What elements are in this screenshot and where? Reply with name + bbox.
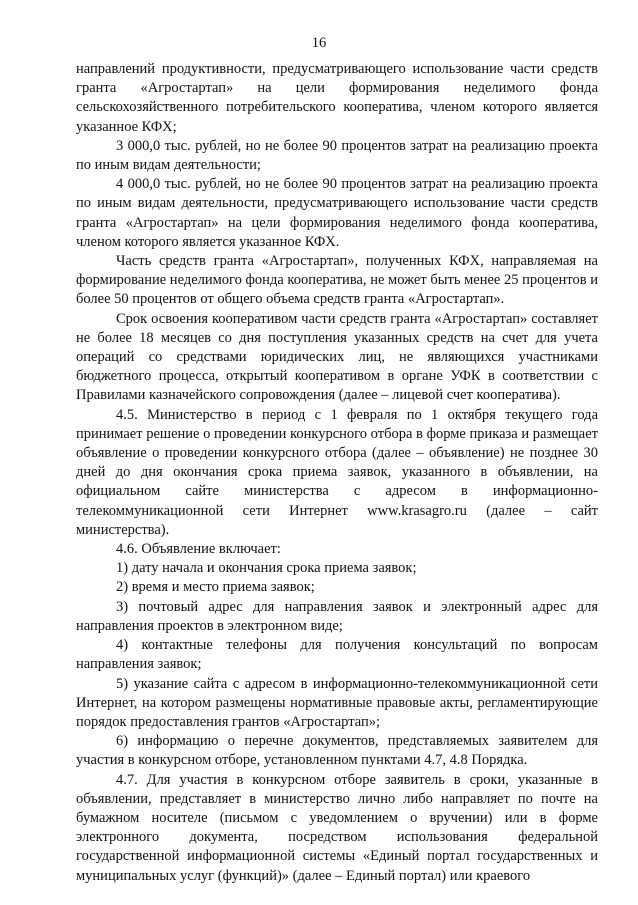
paragraph-amount-4000: 4 000,0 тыс. рублей, но не более 90 процентов затрат на реализацию проекта по иным видам деятельности, предусматривающего использование части средств гранта «Агростартап» на цели формирования неделимого фонда кооператива, членом которого является указанное КФХ. <box>76 176 598 250</box>
paragraph-amount-3000: 3 000,0 тыс. рублей, но не более 90 процентов затрат на реализацию проекта по иным видам деятельности; <box>76 137 598 174</box>
document-body <box>76 60 598 886</box>
list-item-2: 2) время и место приема заявок; <box>116 579 315 596</box>
paragraph-spending-term: Срок освоения кооперативом части средств гранта «Агростартап» составляет не более 18 месяцев со дня поступления указанных средств на счет для учета операций со средствами юридических лиц, не являющихся участниками бюджетного процесса, открытый кооперативом в органе УФК в соответствии с Правилами казначейского сопровождения (далее – лицевой счет кооператива). <box>76 310 598 404</box>
page-number: 16 <box>311 35 327 51</box>
list-item-6: 6) информацию о перечне документов, представляемых заявителем для участия в конкурсном отборе, установленном пунктами 4.7, 4.8 Порядка. <box>76 733 598 769</box>
paragraph-4-5: 4.5. Министерство в период с 1 февраля по 1 октября текущего года принимает решение о проведении конкурсного отбора в форме приказа и размещает объявление о проведении конкурсного отбора (далее – объявление) не позднее 30 дней до дня окончания срока приема заявок, указанного в объявлении, на официальном сайте министерства с адресом в информационно-телекоммуникационной сети Интернет www.krasagro.ru (далее – сайт министерства). <box>76 406 598 538</box>
paragraph-indivisible-fund-share: Часть средств гранта «Агростартап», полученных КФХ, направляемая на формирование неделимого фонда кооператива, не может быть менее 25 процентов и более 50 процентов от общего объема средств гранта «Агростартап». <box>76 253 598 308</box>
list-item-4: 4) контактные телефоны для получения консультаций по вопросам направления заявок; <box>76 637 598 673</box>
list-item-3: 3) почтовый адрес для направления заявок и электронный адрес для направления проектов в электронном виде; <box>76 598 598 634</box>
paragraph-4-6: 4.6. Объявление включает: <box>116 541 281 558</box>
list-item-1: 1) дату начала и окончания срока приема заявок; <box>116 560 417 577</box>
paragraph-continuation: направлений продуктивности, предусматривающего использование части средств гранта «Агростартап» на цели формирования неделимого фонда сельскохозяйственного потребительского кооператива, членом которого является указанное КФХ; <box>76 61 598 135</box>
list-item-5: 5) указание сайта с адресом в информационно-телекоммуникационной сети Интернет, на котором размещены нормативные правовые акты, регламентирующие порядок предоставления грантов «Агростартап»; <box>76 675 598 730</box>
paragraph-4-7: 4.7. Для участия в конкурсном отборе заявитель в сроки, указанные в объявлении, представляет в министерство лично либо направляет по почте на бумажном носителе (письмом с уведомлением о вручении) или в форме электронного документа, посредством использования федеральной государственной информационной системы «Единый портал государственных и муниципальных услуг (функций)» (далее – Единый портал) или краевого <box>76 771 598 884</box>
